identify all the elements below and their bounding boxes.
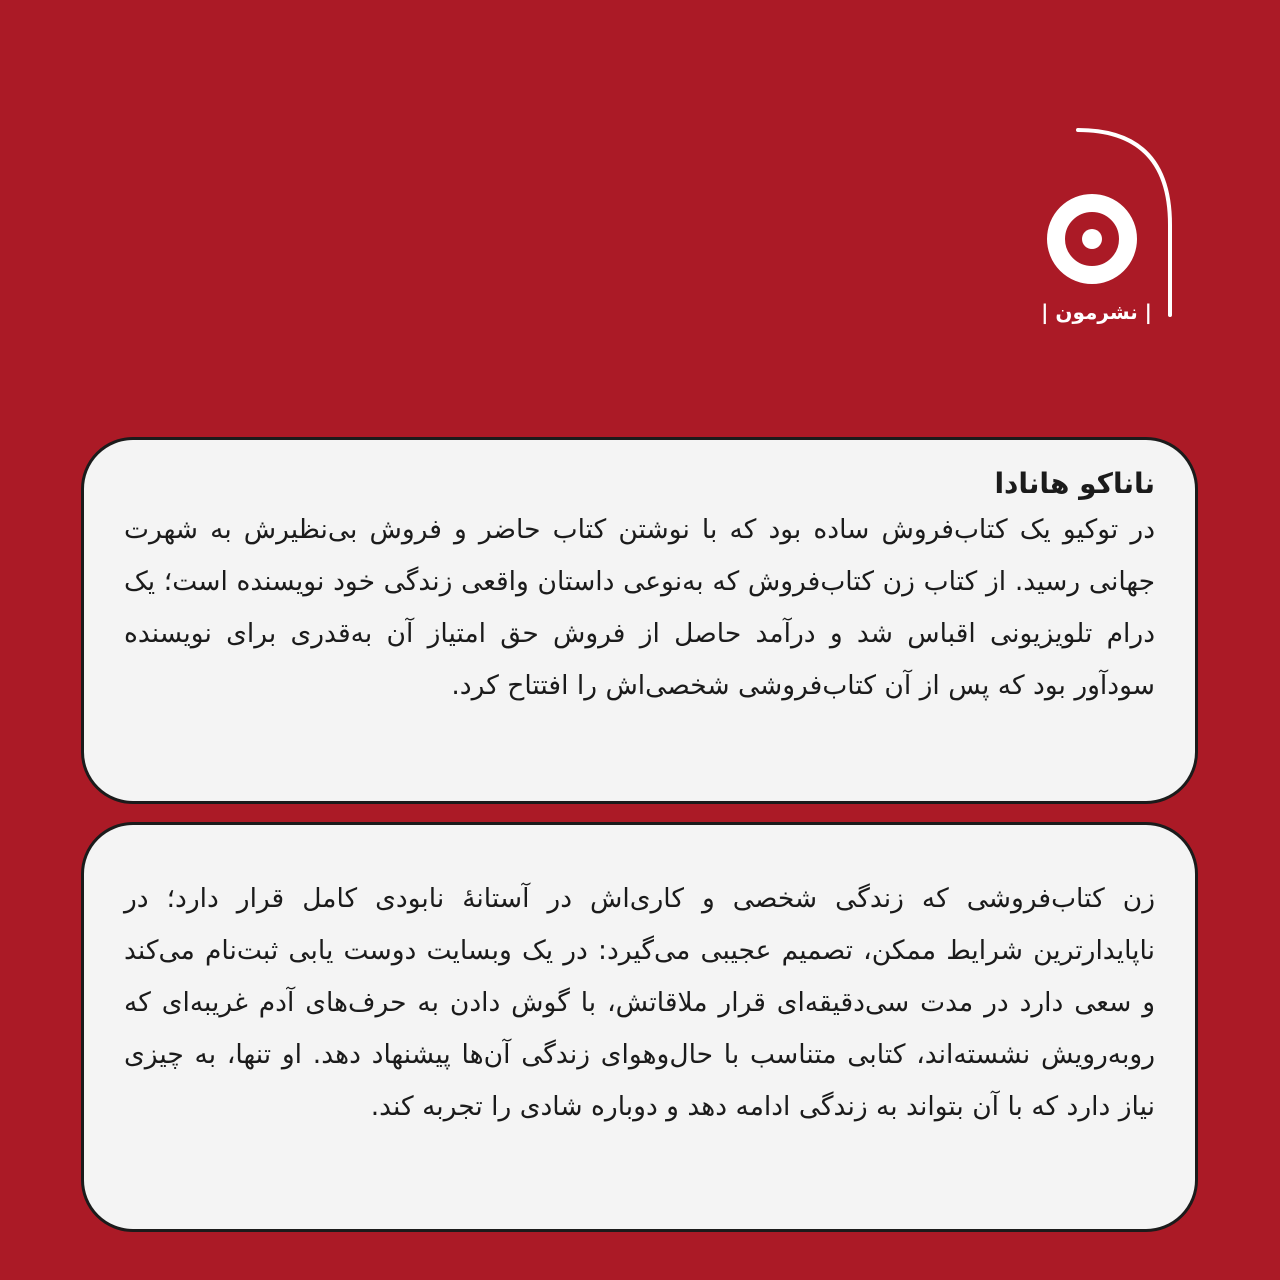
- info-card-summary: [81, 822, 1198, 1232]
- brand-name: | نشرمون |: [1041, 300, 1152, 324]
- book-summary: زن کتاب‌فروشی که زندگی شخصی و کاری‌اش در آستانۀ نابودی کامل قرار دارد؛ در ناپایدارترین شرایط ممکن، تصمیم عجیبی می‌گیرد: در یک وبسایت دوست یابی ثبت‌نام می‌کند و سعی دارد در مدت سی‌دقیقه‌ای قرار ملاقاتش، با گوش دادن به حرف‌های آدم غریبه‌ای که روبه‌رویش نشسته‌اند، کتابی متناسب با حال‌وهوای زندگی آن‌ها پیشنهاد دهد. او تنها، به چیزی نیاز دارد که با آن بتواند به زندگی ادامه دهد و دوباره شادی را تجربه کند.: [124, 883, 1155, 1122]
- author-name: ناناکو هانادا: [994, 467, 1155, 500]
- info-card-author: [81, 437, 1198, 804]
- author-description: در توکیو یک کتاب‌فروش ساده بود که با نوشتن کتاب حاضر و فروش بی‌نظیرش به شهرت جهانی رسید. از کتاب زن کتاب‌فروش که به‌نوعی داستان واقعی زندگی خود نویسنده است؛ یک درام تلویزیونی اقباس شد و درآمد حاصل از فروش حق امتیاز آن به‌قدری برای نویسنده سودآور بود که پس از آن کتاب‌فروشی شخصی‌اش را افتتاح کرد.: [124, 514, 1155, 701]
- brand-logo: [1030, 125, 1180, 330]
